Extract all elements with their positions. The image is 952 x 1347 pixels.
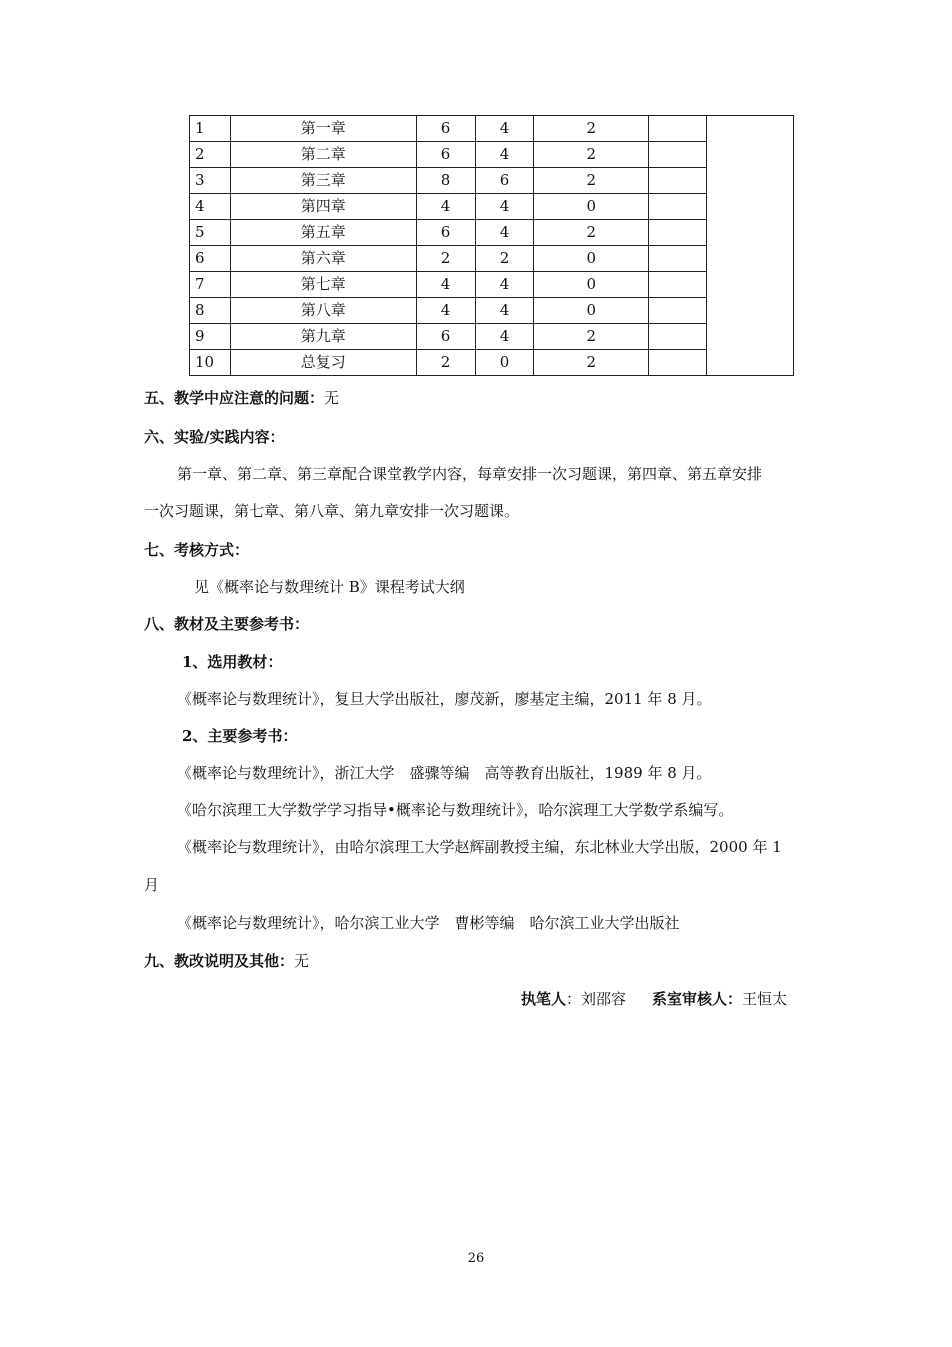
table-row [190,350,794,376]
section-7-heading: 七、考核方式： [144,541,250,559]
cell-total-hours: 4 [416,194,475,220]
section-8-heading: 八、教材及主要参考书： [144,615,310,633]
cell-practice-hours: 0 [534,246,649,272]
author-name: 刘邵容 [581,990,627,1008]
cell-number: 8 [190,298,231,324]
cell-chapter: 第九章 [230,324,416,350]
signature-line [521,988,952,1009]
cell-total-hours: 6 [416,116,475,142]
section-8-sub2: 2、主要参考书： [182,727,298,745]
cell-empty [649,168,707,194]
reference-4: 《概率论与数理统计》，哈尔滨工业大学 曹彬等编 哈尔滨工业大学出版社 [177,914,680,932]
table-row [190,272,794,298]
cell-practice-hours: 2 [534,116,649,142]
section-6-heading: 六、实验/实践内容： [144,428,285,446]
section-8-sub1: 1、选用教材： [182,653,283,671]
cell-empty [649,246,707,272]
cell-number: 5 [190,220,231,246]
cell-empty [649,116,707,142]
author-separator: ： [566,990,582,1008]
section-7-text: 见《概率论与数理统计 B》课程考试大纲 [194,578,465,596]
class-hours-table [189,115,794,376]
cell-total-hours: 6 [416,220,475,246]
author-label: 执笔人 [521,990,567,1008]
page-number: 26 [467,1251,485,1266]
table-row [190,220,794,246]
section-5-value: 无 [324,389,340,407]
cell-number: 3 [190,168,231,194]
cell-lecture-hours: 4 [475,194,534,220]
cell-lecture-hours: 4 [475,272,534,298]
cell-empty [649,324,707,350]
cell-lecture-hours: 4 [475,220,534,246]
cell-chapter: 第六章 [230,246,416,272]
cell-number: 4 [190,194,231,220]
reference-1: 《概率论与数理统计》，浙江大学 盛骤等编 高等教育出版社，1989 年 8 月。 [177,764,712,782]
cell-number: 2 [190,142,231,168]
cell-chapter: 第三章 [230,168,416,194]
table-row [190,116,794,142]
cell-empty [649,350,707,376]
cell-practice-hours: 2 [534,142,649,168]
table-row [190,142,794,168]
cell-practice-hours: 2 [534,220,649,246]
cell-lecture-hours: 4 [475,142,534,168]
cell-chapter: 第一章 [230,116,416,142]
cell-chapter: 第八章 [230,298,416,324]
cell-total-hours: 4 [416,272,475,298]
cell-empty [649,220,707,246]
textbook-entry: 《概率论与数理统计》，复旦大学出版社，廖茂新，廖基定主编，2011 年 8 月。 [177,690,712,708]
table-row [190,168,794,194]
cell-lecture-hours: 0 [475,350,534,376]
reviewer-name: 王恒太 [742,990,788,1008]
cell-empty [649,142,707,168]
cell-number: 10 [190,350,231,376]
cell-chapter: 第二章 [230,142,416,168]
cell-practice-hours: 2 [534,350,649,376]
cell-chapter: 总复习 [230,350,416,376]
cell-number: 9 [190,324,231,350]
cell-number: 7 [190,272,231,298]
cell-remarks [707,116,794,376]
section-9 [144,950,952,971]
cell-number: 6 [190,246,231,272]
section-9-value: 无 [294,952,310,970]
table-row [190,298,794,324]
cell-total-hours: 6 [416,142,475,168]
reference-3-line1: 《概率论与数理统计》，由哈尔滨理工大学赵辉副教授主编，东北林业大学出版，2000 年 1 [177,838,782,856]
cell-empty [649,298,707,324]
reference-3-line2: 月 [144,876,160,894]
section-6-text-line1: 第一章、第二章、第三章配合课堂教学内容，每章安排一次习题课，第四章、第五章安排 [177,465,763,483]
section-6-text-line2: 一次习题课，第七章、第八章、第九章安排一次习题课。 [144,502,520,520]
cell-chapter: 第七章 [230,272,416,298]
cell-practice-hours: 2 [534,324,649,350]
cell-total-hours: 2 [416,246,475,272]
table-row [190,246,794,272]
cell-total-hours: 8 [416,168,475,194]
cell-number: 1 [190,116,231,142]
table-row [190,194,794,220]
section-5-heading: 五、教学中应注意的问题： [144,389,325,407]
table-row [190,324,794,350]
cell-lecture-hours: 2 [475,246,534,272]
cell-lecture-hours: 4 [475,298,534,324]
cell-practice-hours: 2 [534,168,649,194]
cell-practice-hours: 0 [534,194,649,220]
cell-practice-hours: 0 [534,272,649,298]
cell-lecture-hours: 6 [475,168,534,194]
cell-chapter: 第四章 [230,194,416,220]
section-9-heading: 九、教改说明及其他： [144,952,295,970]
cell-total-hours: 4 [416,298,475,324]
cell-total-hours: 2 [416,350,475,376]
cell-lecture-hours: 4 [475,116,534,142]
cell-lecture-hours: 4 [475,324,534,350]
cell-total-hours: 6 [416,324,475,350]
reviewer-label: 系室审核人： [652,990,743,1008]
reference-2: 《哈尔滨理工大学数学学习指导•概率论与数理统计》，哈尔滨理工大学数学系编写。 [177,801,734,819]
cell-empty [649,194,707,220]
cell-empty [649,272,707,298]
section-5 [144,387,952,408]
cell-practice-hours: 0 [534,298,649,324]
cell-chapter: 第五章 [230,220,416,246]
